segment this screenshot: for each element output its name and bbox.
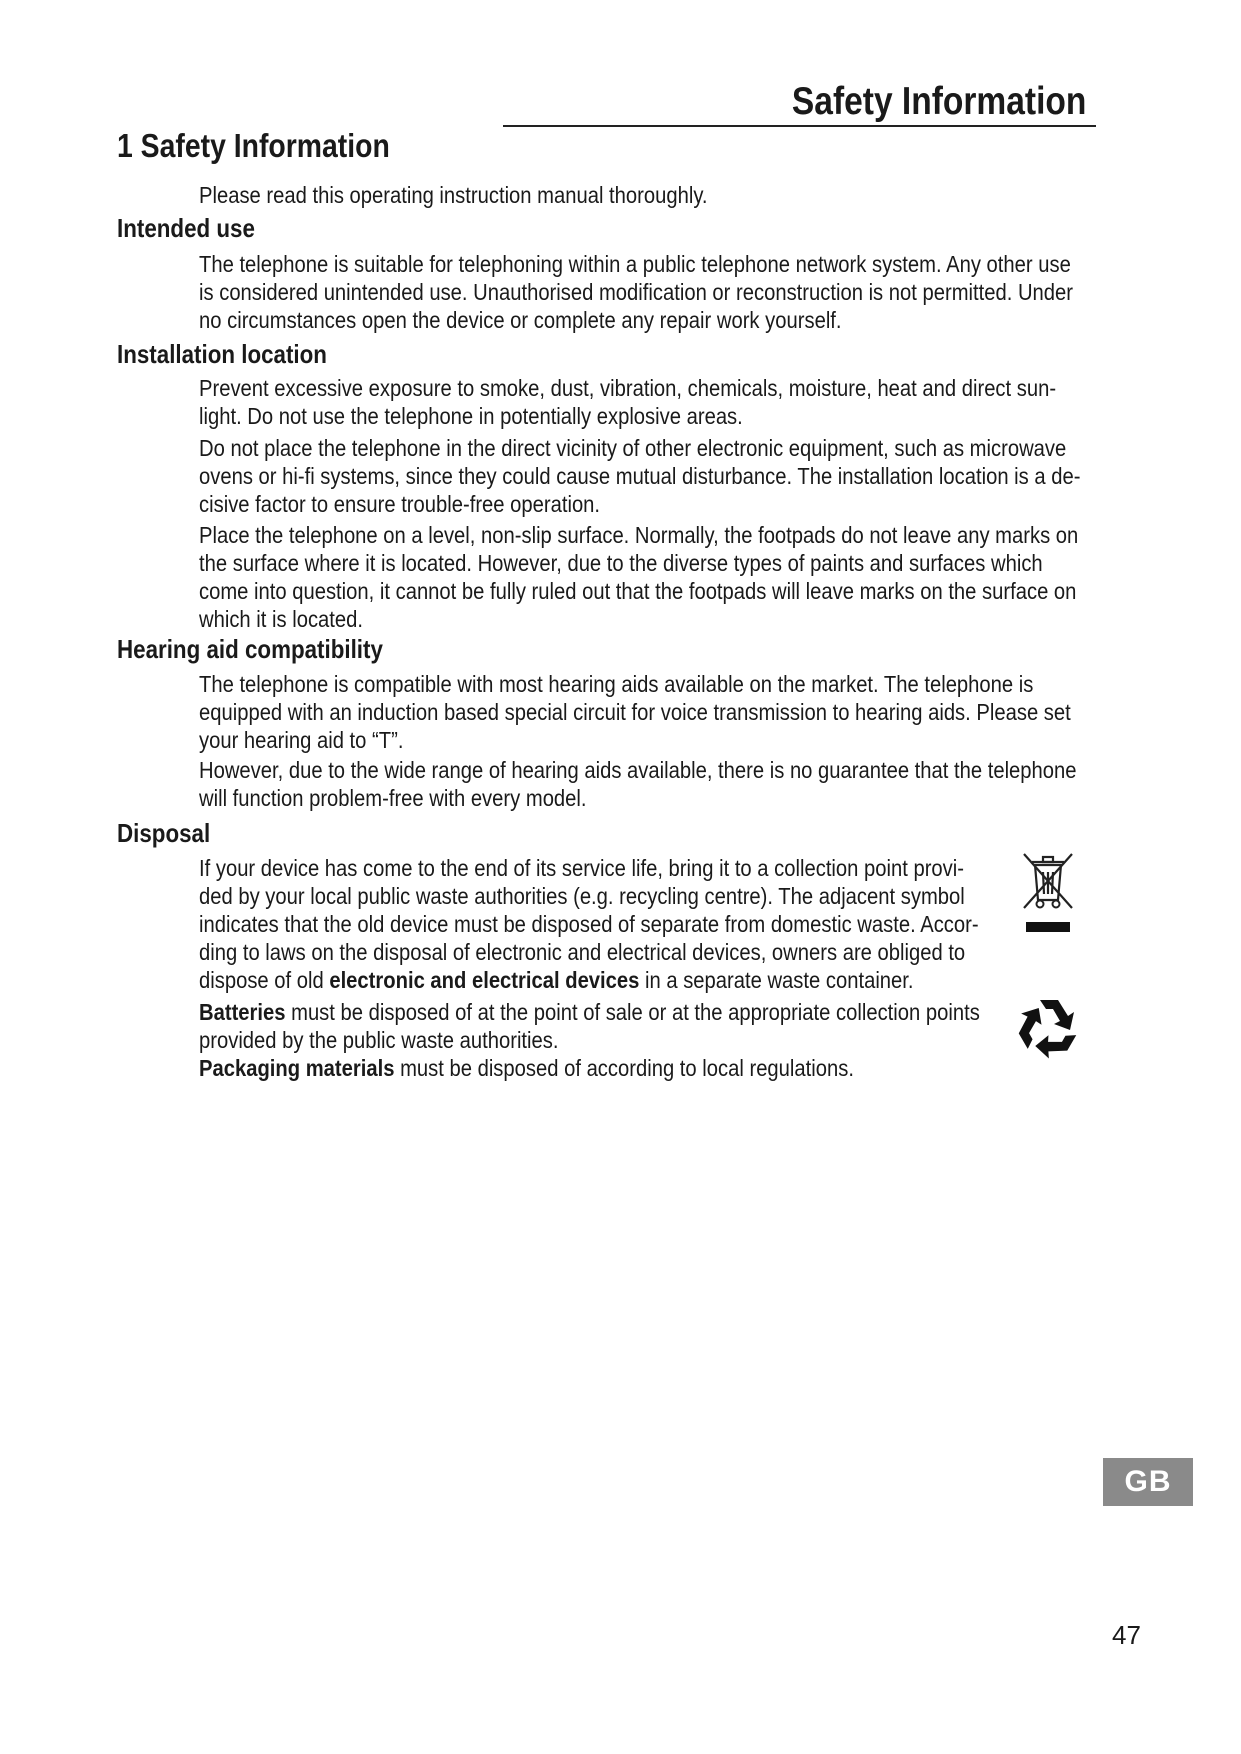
heading-intended-use: Intended use: [117, 213, 255, 243]
recycle-icon: [1012, 990, 1084, 1062]
intro-paragraph: Please read this operating instruction manual thoroughly.: [199, 182, 708, 208]
hearing-aid-paragraph-1: The telephone is compatible with most hearing aids available on the market. The telephone is equipped with an induction based special circuit for voice transmission to hearing aids. Please set your hearing aid to “T”.: [199, 671, 1071, 753]
heading-installation-location: Installation location: [117, 339, 327, 369]
hearing-aid-paragraph-2: However, due to the wide range of hearing aids available, there is no guarantee that the telephone will function problem-free with every model.: [199, 757, 1077, 811]
running-header-title: Safety Information: [791, 80, 1086, 123]
installation-paragraph-3: Place the telephone on a level, non-slip surface. Normally, the footpads do not leave any marks on the surface where it is located. However, due to the diverse types of paints and surfaces which come into question, it cannot be fully ruled out that the footpads will leave marks on the surface on which it is located.: [199, 522, 1079, 632]
language-badge: GB: [1103, 1458, 1193, 1506]
header-rule: [503, 125, 1096, 127]
installation-paragraph-2: Do not place the telephone in the direct vicinity of other electronic equipment, such as microwave ovens or hi-fi systems, since they could cause mutual disturbance. The installation location is a de- cisive factor to ensure trouble-free operation.: [199, 435, 1081, 517]
running-header: [500, 80, 1086, 125]
batteries-paragraph: Batteries must be disposed of at the point of sale or at the appropriate collection points provided by the public waste authorities. Packaging materials must be disposed of according to local regulations.: [199, 999, 980, 1081]
heading-disposal: Disposal: [117, 818, 211, 848]
disposal-paragraph: If your device has come to the end of its service life, bring it to a collection point provi- ded by your local public waste authorities (e.g. recycling centre). The adjacent symbol indicates that the old device must be disposed of separate from domestic waste. Accor- ding to laws on the disposal of electronic and electrical devices, owners are obliged to dispose of old electronic and electrical devices in a separate waste container.: [199, 855, 979, 993]
page-number: 47: [1112, 1620, 1141, 1650]
heading-hearing-aid: Hearing aid compatibility: [117, 634, 383, 664]
installation-paragraph-1: Prevent excessive exposure to smoke, dust, vibration, chemicals, moisture, heat and direct sun- light. Do not use the telephone in potentially explosive areas.: [199, 375, 1057, 429]
crossed-out-bin-icon: [1018, 850, 1078, 938]
intended-use-paragraph: The telephone is suitable for telephoning within a public telephone network system. Any other use is considered unintended use. Unauthorised modification or reconstruction is not permitted. Under no circumstances open the device or complete any repair work yourself.: [199, 251, 1074, 333]
section-title: 1 Safety Information: [117, 127, 390, 164]
